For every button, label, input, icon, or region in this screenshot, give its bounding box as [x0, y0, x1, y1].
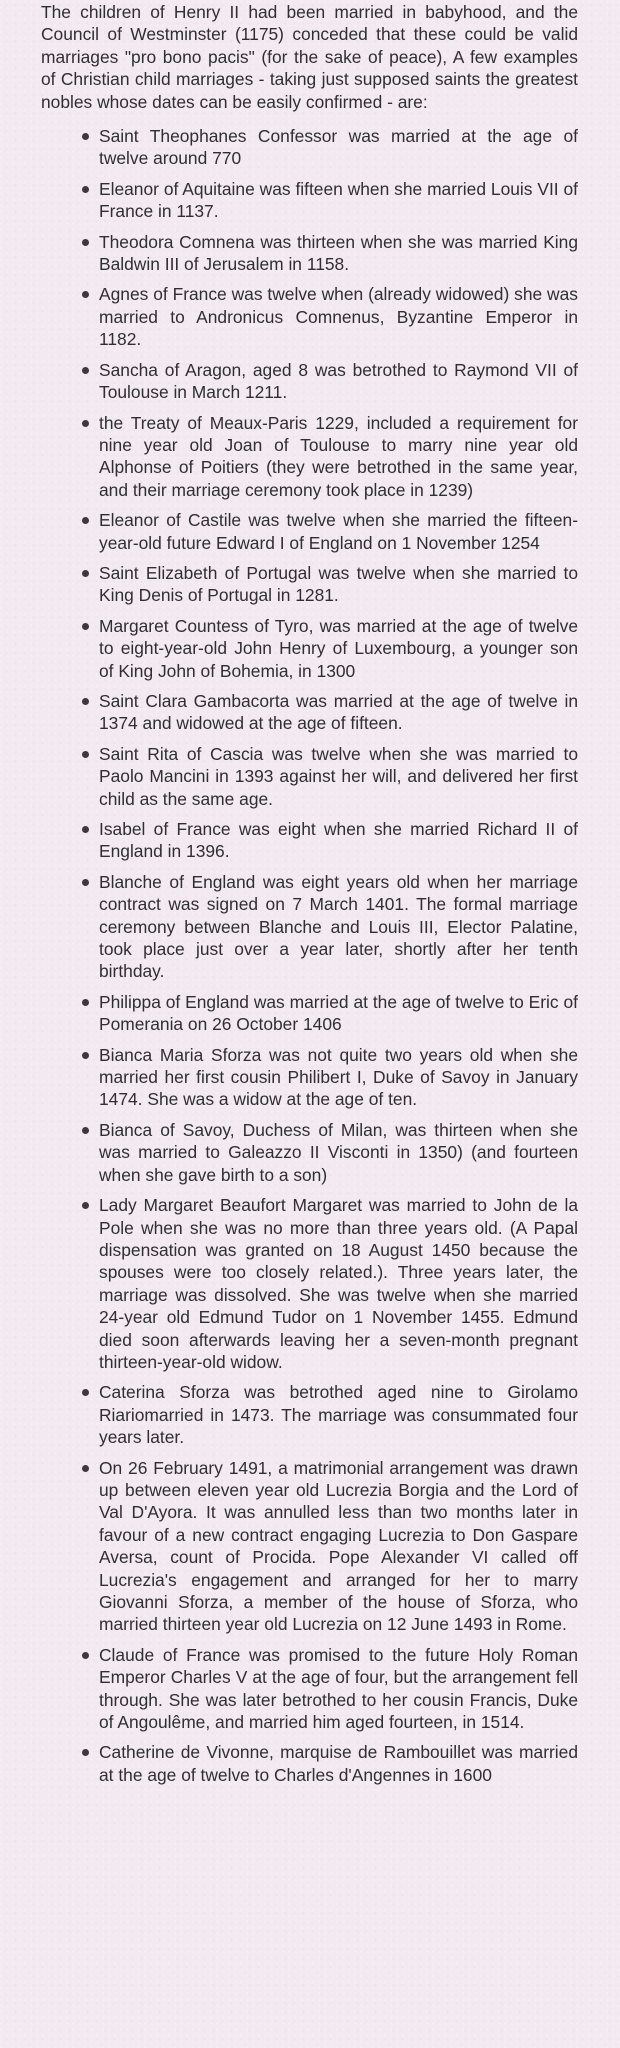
list-item: [99, 1381, 578, 1448]
list-item: [99, 991, 578, 1036]
list-item: [99, 1644, 578, 1734]
list-item-text: On 26 February 1491, a matrimonial arrangement was drawn up between eleven year old Lucrezia Borgia and the Lord of Val D'Ayora. It was annulled less than two months later in favour of a new contract engaging Lucrezia to Don Gaspare Aversa, count of Procida. Pope Alexander VI called off Lucrezia's engagement and arranged for her to marry Giovanni Sforza, a member of the house of Sforza, who married thirteen year old Lucrezia on 12 June 1493 in Rome.: [99, 1457, 578, 1635]
list-item: [99, 1457, 578, 1636]
bullet-icon: [82, 1465, 89, 1472]
bullet-icon: [82, 517, 89, 524]
list-item-text: Saint Theophanes Confessor was married at the age of twelve around 770: [99, 126, 578, 169]
bullet-icon: [82, 1749, 89, 1756]
bullet-icon: [82, 1652, 89, 1659]
child-marriage-list: [41, 125, 578, 1786]
list-item-text: Agnes of France was twelve when (already widowed) she was married to Andronicus Comnenus, Byzantine Emperor in 1182.: [99, 284, 578, 350]
list-item: [99, 562, 578, 607]
list-item: [99, 412, 578, 502]
bullet-icon: [82, 826, 89, 833]
list-item: [99, 743, 578, 810]
bullet-icon: [82, 999, 89, 1006]
list-item-text: Claude of France was promised to the future Holy Roman Emperor Charles V at the age of four, but the arrangement fell through. She was later betrothed to her cousin Francis, Duke of Angoulême, and married him aged fourteen, in 1514.: [99, 1644, 578, 1733]
intro-paragraph: The children of Henry II had been married in babyhood, and the Council of Westminster (1175) conceded that these could be valid marriages "pro bono pacis" (for the sake of peace), A few examples of Christian child marriages - taking just supposed saints the greatest nobles whose dates can be easily confirmed - are:: [41, 2, 578, 112]
list-item: [99, 1119, 578, 1186]
bullet-icon: [82, 291, 89, 298]
bullet-icon: [82, 133, 89, 140]
list-item: [99, 871, 578, 983]
bullet-icon: [82, 623, 89, 630]
list-item: [99, 818, 578, 863]
bullet-icon: [82, 367, 89, 374]
list-item: [99, 283, 578, 350]
list-item: [99, 178, 578, 223]
list-item: [99, 231, 578, 276]
list-item-text: Lady Margaret Beaufort Margaret was married to John de la Pole when she was no more than three years old. (A Papal dispensation was granted on 18 August 1450 because the spouses were too closely related.). Three years later, the marriage was dissolved. She was twelve when she married 24-year old Edmund Tudor on 1 November 1455. Edmund died soon afterwards leaving her a seven-month pregnant thirteen-year-old widow.: [99, 1195, 578, 1372]
list-item-text: Sancha of Aragon, aged 8 was betrothed to Raymond VII of Toulouse in March 1211.: [99, 359, 578, 403]
bullet-icon: [82, 1052, 89, 1059]
list-item-text: Philippa of England was married at the age of twelve to Eric of Pomerania on 26 October 1406: [99, 991, 578, 1035]
list-item: [99, 359, 578, 404]
list-item: [99, 509, 578, 554]
list-item-text: Blanche of England was eight years old when her marriage contract was signed on 7 March 1401. The formal marriage ceremony between Blanche and Louis III, Elector Palatine, took place just over a year later, shortly after her tenth birthday.: [99, 871, 578, 982]
list-item-text: Theodora Comnena was thirteen when she was married King Baldwin III of Jerusalem in 1158.: [99, 231, 578, 275]
list-item-text: Caterina Sforza was betrothed aged nine to Girolamo Riariomarried in 1473. The marriage was consummated four years later.: [99, 1382, 578, 1448]
bullet-icon: [82, 239, 89, 246]
list-item-text: Saint Rita of Cascia was twelve when she was married to Paolo Mancini in 1393 against her will, and delivered her first child as the same age.: [99, 743, 578, 809]
list-item-text: Eleanor of Aquitaine was fifteen when she married Louis VII of France in 1137.: [99, 178, 578, 222]
list-item-text: Bianca Maria Sforza was not quite two years old when she married her first cousin Philibert I, Duke of Savoy in January 1474. She was a widow at the age of ten.: [99, 1044, 578, 1110]
list-item-text: Margaret Countess of Tyro, was married at the age of twelve to eight-year-old John Henry of Luxembourg, a younger son of King John of Bohemia, in 1300: [99, 615, 578, 681]
bullet-icon: [82, 879, 89, 886]
list-item-text: Isabel of France was eight when she married Richard II of England in 1396.: [99, 819, 578, 862]
list-item: [99, 690, 578, 735]
list-item-text: Bianca of Savoy, Duchess of Milan, was thirteen when she was married to Galeazzo II Visconti in 1350) (and fourteen when she gave birth to a son): [99, 1119, 578, 1185]
list-item-text: Saint Elizabeth of Portugal was twelve when she married to King Denis of Portugal in 1281.: [99, 562, 578, 606]
list-item: [99, 125, 578, 170]
bullet-icon: [82, 698, 89, 705]
list-item: [99, 1044, 578, 1111]
list-item-text: the Treaty of Meaux-Paris 1229, included a requirement for nine year old Joan of Toulouse to marry nine year old Alphonse of Poitiers (they were betrothed in the same year, and their marriage ceremony took place in 1239): [99, 412, 578, 500]
bullet-icon: [82, 1127, 89, 1134]
list-item-text: Catherine de Vivonne, marquise de Rambouillet was married at the age of twelve to Charles d'Angennes in 1600: [99, 1742, 578, 1785]
bullet-icon: [82, 420, 89, 427]
bullet-icon: [82, 1389, 89, 1396]
list-item: [99, 1741, 578, 1786]
list-item-text: Eleanor of Castile was twelve when she married the fifteen-year-old future Edward I of England on 1 November 1254: [99, 510, 578, 553]
bullet-icon: [82, 1202, 89, 1209]
list-item-text: Saint Clara Gambacorta was married at the age of twelve in 1374 and widowed at the age of fifteen.: [99, 690, 578, 734]
bullet-icon: [82, 186, 89, 193]
bullet-icon: [82, 570, 89, 577]
list-item: [99, 615, 578, 682]
list-item: [99, 1194, 578, 1373]
bullet-icon: [82, 751, 89, 758]
